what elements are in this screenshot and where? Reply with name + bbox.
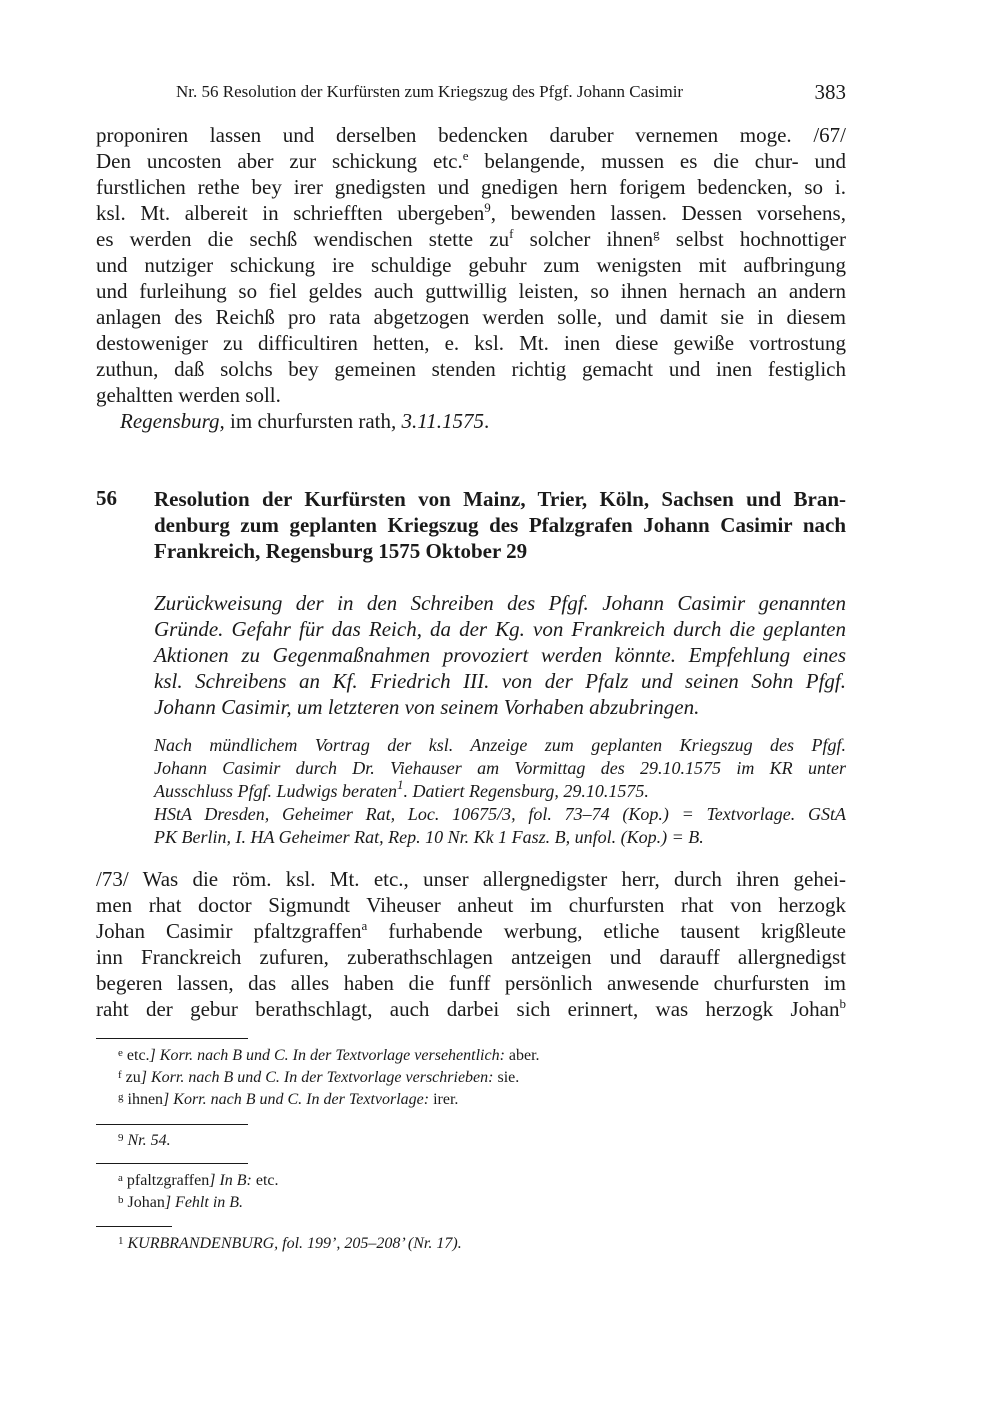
regest-line: Zurückweisung der in den Schreiben des Pfgf. Johann Casimir genannten bbox=[154, 591, 846, 615]
note-line: HStA Dresden, Geheimer Rat, Loc. 10675/3, fol. 73–74 (Kop.) = Textvorlage. GStA bbox=[154, 804, 846, 824]
text-line: Den uncosten aber zur schickung etc.$^e$ belangende, mussen es die chur- und bbox=[96, 148, 846, 173]
footnote-g: $^g$ ihnen] Korr. nach B und C. In der Textvorlage: irer. bbox=[118, 1091, 459, 1108]
note-line: Johann Casimir durch Dr. Viehauser am Vormittag des 29.10.1575 im KR unter bbox=[154, 758, 846, 778]
note-line: Nach mündlichem Vortrag der ksl. Anzeige zum geplanten Kriegszug des Pfgf. bbox=[154, 735, 846, 755]
regest-line: ksl. Schreibens an Kf. Friedrich III. von der Pfalz und seinen Sohn Pfgf. bbox=[154, 669, 846, 693]
previous-document-text bbox=[96, 122, 846, 408]
text-line: ksl. Mt. albereit in schriefften ubergeben$^9$, bewenden lassen. Dessen vorsehens, bbox=[96, 200, 846, 225]
document-main-text bbox=[96, 866, 846, 1022]
title-line: Resolution der Kurfürsten von Mainz, Trier, Köln, Sachsen und Bran- bbox=[154, 487, 846, 511]
text-line: zuthun, daß solchs bey gemeinen stenden richtig gemacht und inen festiglich bbox=[96, 357, 846, 381]
footnote-rule bbox=[96, 1163, 248, 1164]
text-line: gehaltten werden soll. bbox=[96, 383, 281, 407]
footnote-rule bbox=[96, 1124, 248, 1125]
footnote-rule bbox=[96, 1038, 248, 1039]
footnote-rule bbox=[96, 1226, 172, 1227]
text-line: und nutziger schickung ire schuldige gebuhr zum wenigsten mit aufbringung bbox=[96, 253, 846, 277]
regest-line: Johann Casimir, um letzteren von seinem Vorhaben abzubringen. bbox=[154, 695, 700, 719]
text-line: raht der gebur berathschlagt, auch darbei sich erinnert, was herzogk Johan$^b$ bbox=[96, 996, 846, 1021]
title-line: denburg zum geplanten Kriegszug des Pfalzgrafen Johann Casimir nach bbox=[154, 513, 846, 537]
regest-line: Aktionen zu Gegenmaßnahmen provoziert werden könnte. Empfehlung eines bbox=[154, 643, 846, 667]
footnote-b: $^b$ Johan] Fehlt in B. bbox=[118, 1194, 244, 1211]
footnote-e: $^e$ etc.] Korr. nach B und C. In der Textvorlage versehentlich: aber. bbox=[118, 1047, 540, 1064]
note-line: Ausschluss Pfgf. Ludwigs beraten$^1$. Datiert Regensburg, 29.10.1575. bbox=[154, 777, 649, 801]
page-number: 383 bbox=[814, 80, 846, 104]
footnote-9: $^9$ Nr. 54. bbox=[118, 1132, 171, 1149]
text-line: destoweniger zu difficultiren hetten, e. ksl. Mt. inen diese gewiße vortrostung bbox=[96, 331, 846, 355]
text-line: inn Franckreich zufuren, zuberathschlagen antzeigen und darauff allergnedigst bbox=[96, 945, 846, 969]
regest-line: Gründe. Gefahr für das Reich, da der Kg. von Frankreich durch die geplanten bbox=[154, 617, 846, 641]
title-line: Frankreich, Regensburg 1575 Oktober 29 bbox=[154, 539, 528, 563]
regest bbox=[154, 590, 846, 720]
header-title: Nr. 56 Resolution der Kurfürsten zum Kriegszug des Pfgf. Johann Casimir bbox=[176, 82, 684, 101]
text-line: anlagen des Reichß pro rata abgetzogen werden solle, und damit sie in diesem bbox=[96, 305, 846, 329]
dateline: Regensburg, im churfursten rath, 3.11.1575. bbox=[120, 409, 490, 433]
document-number: 56 bbox=[96, 486, 117, 510]
text-line: /73/ Was die röm. ksl. Mt. etc., unser allergnedigster herr, durch ihren gehei- bbox=[96, 867, 846, 891]
footnote-1: $^1$ KURBRANDENBURG, fol. 199’, 205–208’ (Nr. 17). bbox=[118, 1235, 462, 1252]
footnote-a: $^a$ pfaltzgraffen] In B: etc. bbox=[118, 1172, 279, 1189]
text-line: es werden die sechß wendischen stette $zu^f$ solcher ihnen$^g$ selbst hochnottiger bbox=[96, 226, 846, 251]
note-line: PK Berlin, I. HA Geheimer Rat, Rep. 10 Nr. Kk 1 Fasz. B, unfol. (Kop.) = B. bbox=[154, 827, 704, 847]
text-line: furstlichen rethe bey irer gnedigsten und gnedigen hern forigem bedencken, so i. bbox=[96, 175, 846, 199]
source-note bbox=[154, 734, 846, 849]
footnote-f: $^f$ zu] Korr. nach B und C. In der Textvorlage verschrieben: sie. bbox=[118, 1069, 520, 1086]
text-line: begeren lassen, das alles haben die funff persönlich anwesende churfursten im bbox=[96, 971, 846, 995]
text-line: Johan Casimir pfaltzgraffen$^a$ furhabende werbung, etliche tausent krigßleute bbox=[96, 918, 846, 943]
document-title bbox=[154, 486, 846, 564]
text-line: men rhat doctor Sigmundt Viheuser anheut im churfursten rhat von herzogk bbox=[96, 893, 846, 917]
text-line: und furleihung so fiel geldes auch guttwillig leisten, so ihnen hernach an andern bbox=[96, 279, 846, 303]
text-line: proponiren lassen und derselben bedencken daruber vernemen moge. /67/ bbox=[96, 123, 846, 147]
